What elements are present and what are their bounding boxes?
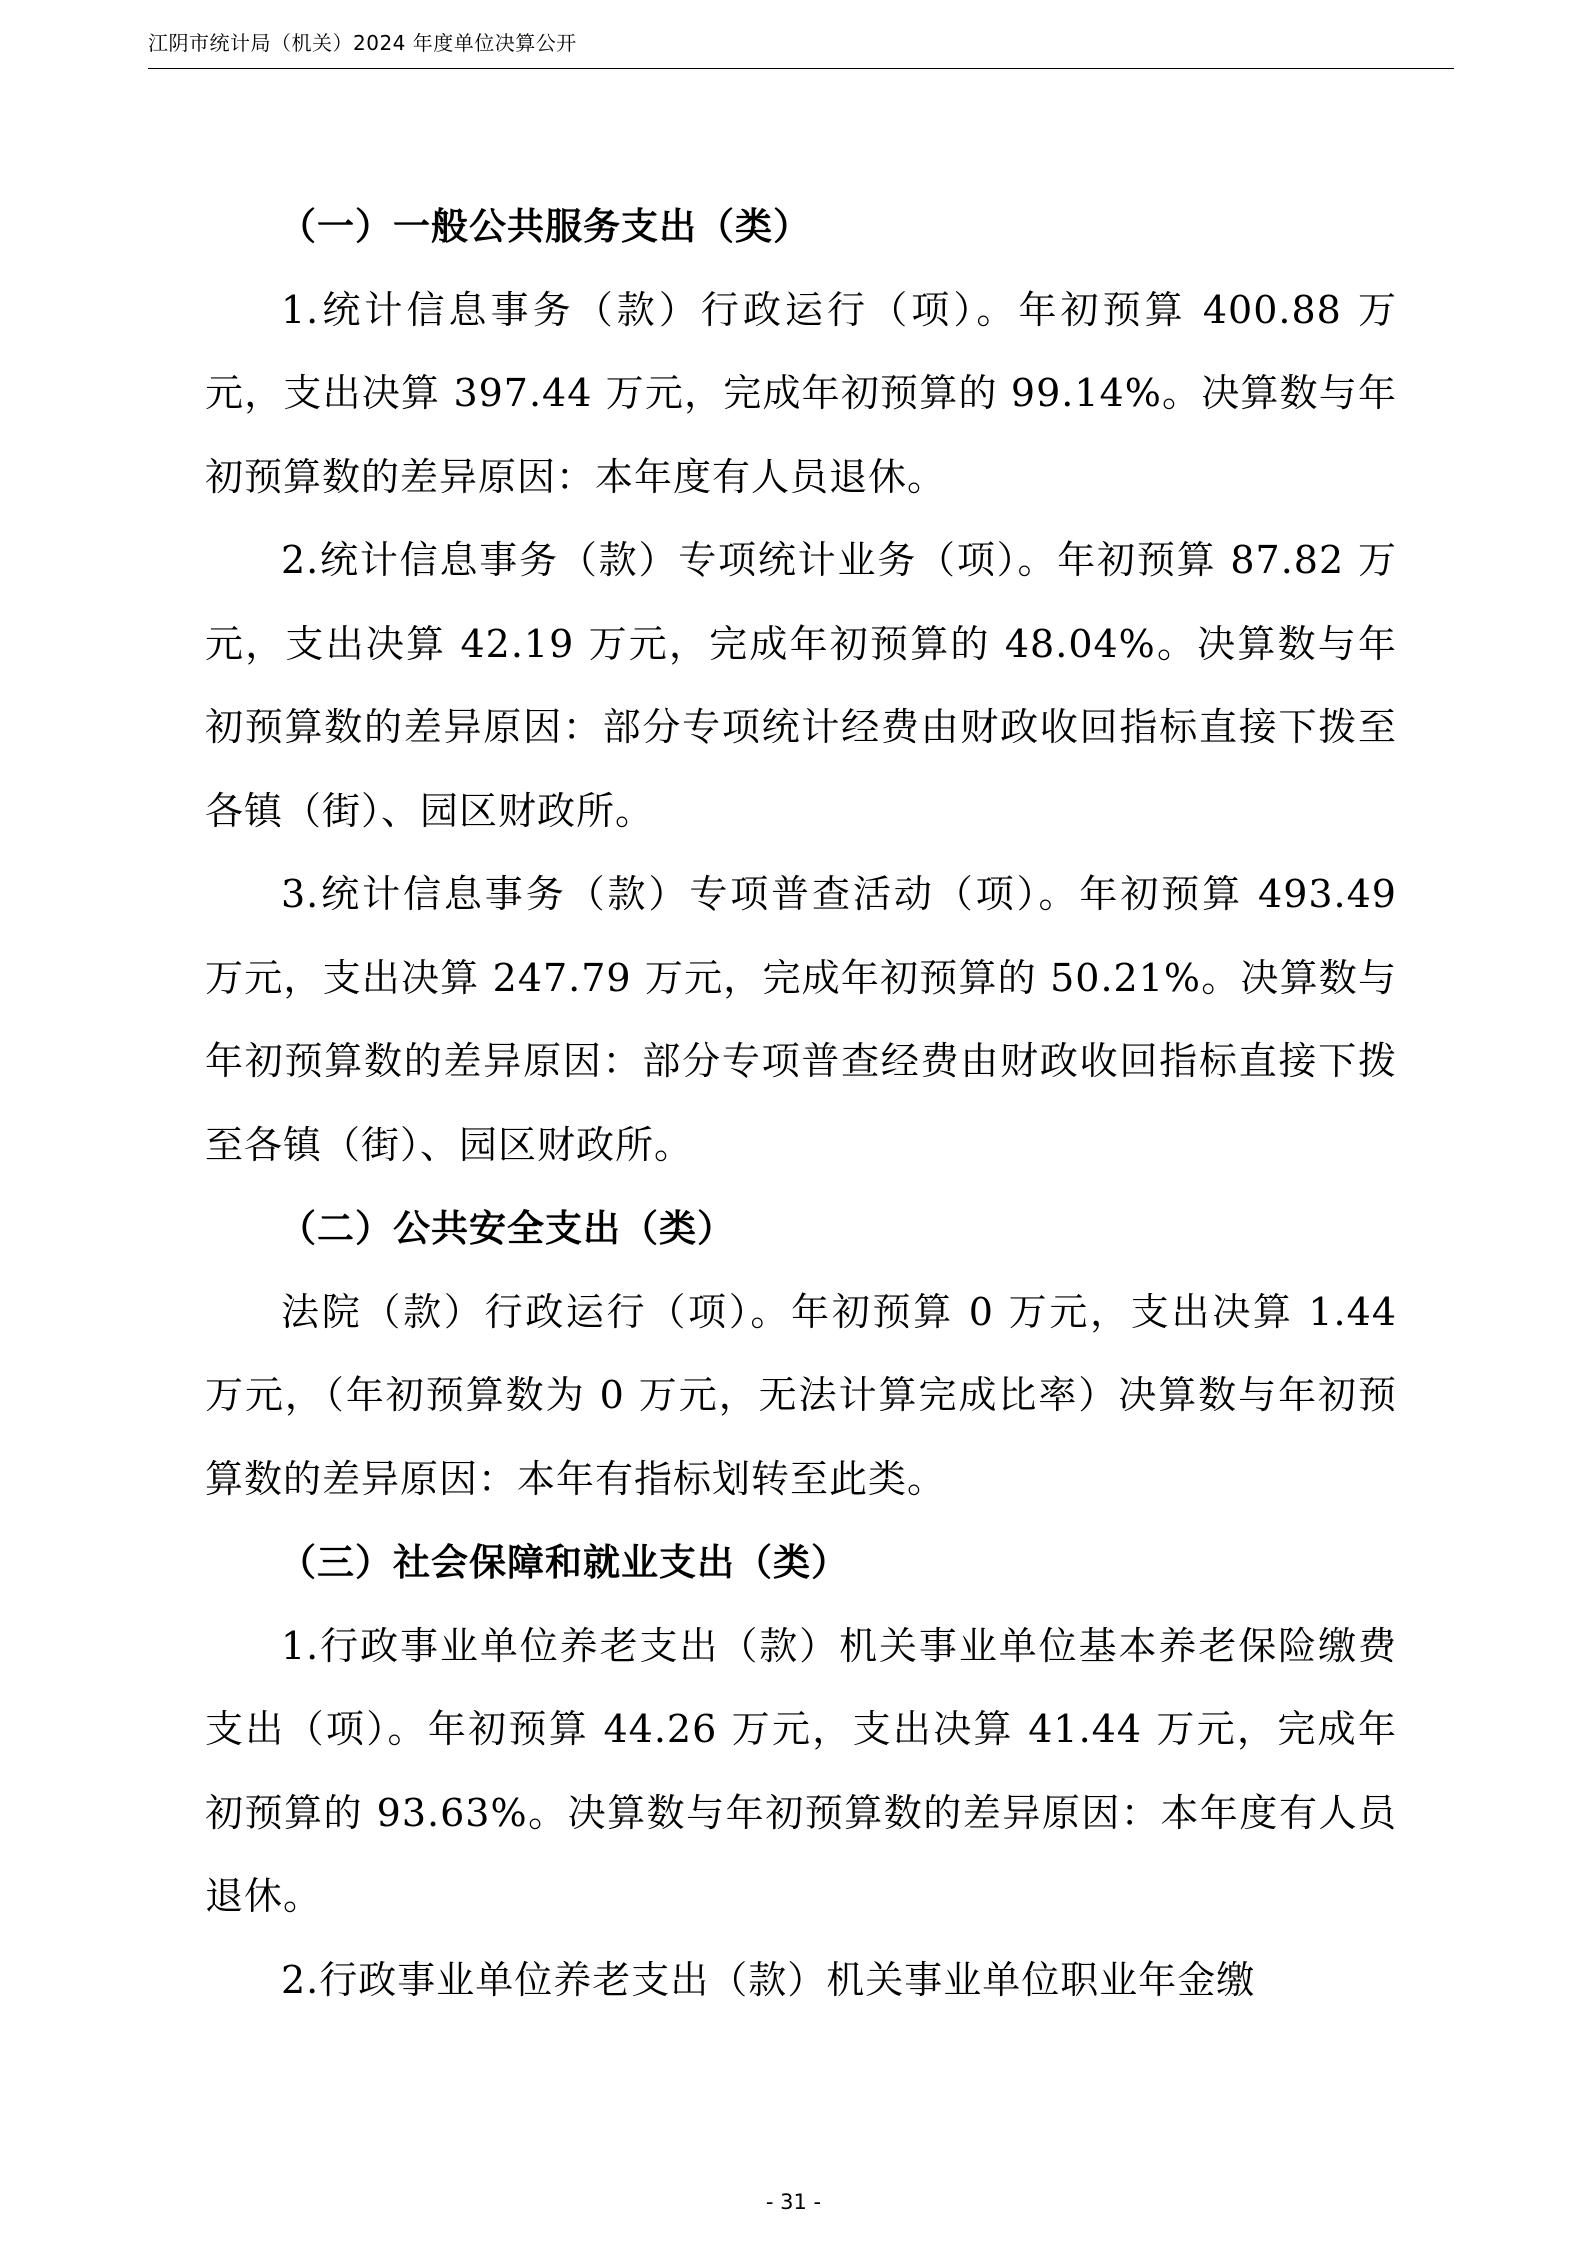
paragraph-basic-pension-insurance: 1.行政事业单位养老支出（款）机关事业单位基本养老保险缴费支出（项）。年初预算 44.26 万元，支出决算 41.44 万元，完成年初预算的 93.63%。决算数与年初预算数的差异原因：本年度有人员退休。 — [205, 1623, 1397, 1918]
section-heading-general-public-services: （一）一般公共服务支出（类） — [279, 205, 811, 248]
page-header — [148, 30, 1454, 69]
section-heading-public-safety: （二）公共安全支出（类） — [279, 1207, 735, 1250]
paragraph-special-statistics-business: 2.统计信息事务（款）专项统计业务（项）。年初预算 87.82 万元，支出决算 42.19 万元，完成年初预算的 48.04%。决算数与年初预算数的差异原因：部分专项统计经费由财政收回指标直接下拨至各镇（街）、园区财政所。 — [205, 538, 1397, 833]
paragraph-court-admin-operation: 法院（款）行政运行（项）。年初预算 0 万元，支出决算 1.44 万元，（年初预算数为 0 万元，无法计算完成比率）决算数与年初预算数的差异原因：本年有指标划转至此类。 — [205, 1289, 1397, 1501]
paragraph-occupational-annuity: 2.行政事业单位养老支出（款）机关事业单位职业年金缴 — [281, 1957, 1256, 2002]
section-heading-social-security-employment: （三）社会保障和就业支出（类） — [279, 1541, 849, 1584]
paragraph-statistics-admin-operation: 1.统计信息事务（款）行政运行（项）。年初预算 400.88 万元，支出决算 397.44 万元，完成年初预算的 99.14%。决算数与年初预算数的差异原因：本年度有人员退休。 — [205, 287, 1397, 499]
paragraph-special-census-activity: 3.统计信息事务（款）专项普查活动（项）。年初预算 493.49 万元，支出决算 247.79 万元，完成年初预算的 50.21%。决算数与年初预算数的差异原因：部分专项普查经费由财政收回指标直接下拨至各镇（街）、园区财政所。 — [205, 872, 1397, 1167]
document-body — [205, 185, 1397, 2022]
page-number: - 31 - — [765, 2190, 822, 2214]
header-title: 江阴市统计局（机关）2024 年度单位决算公开 — [148, 31, 577, 55]
